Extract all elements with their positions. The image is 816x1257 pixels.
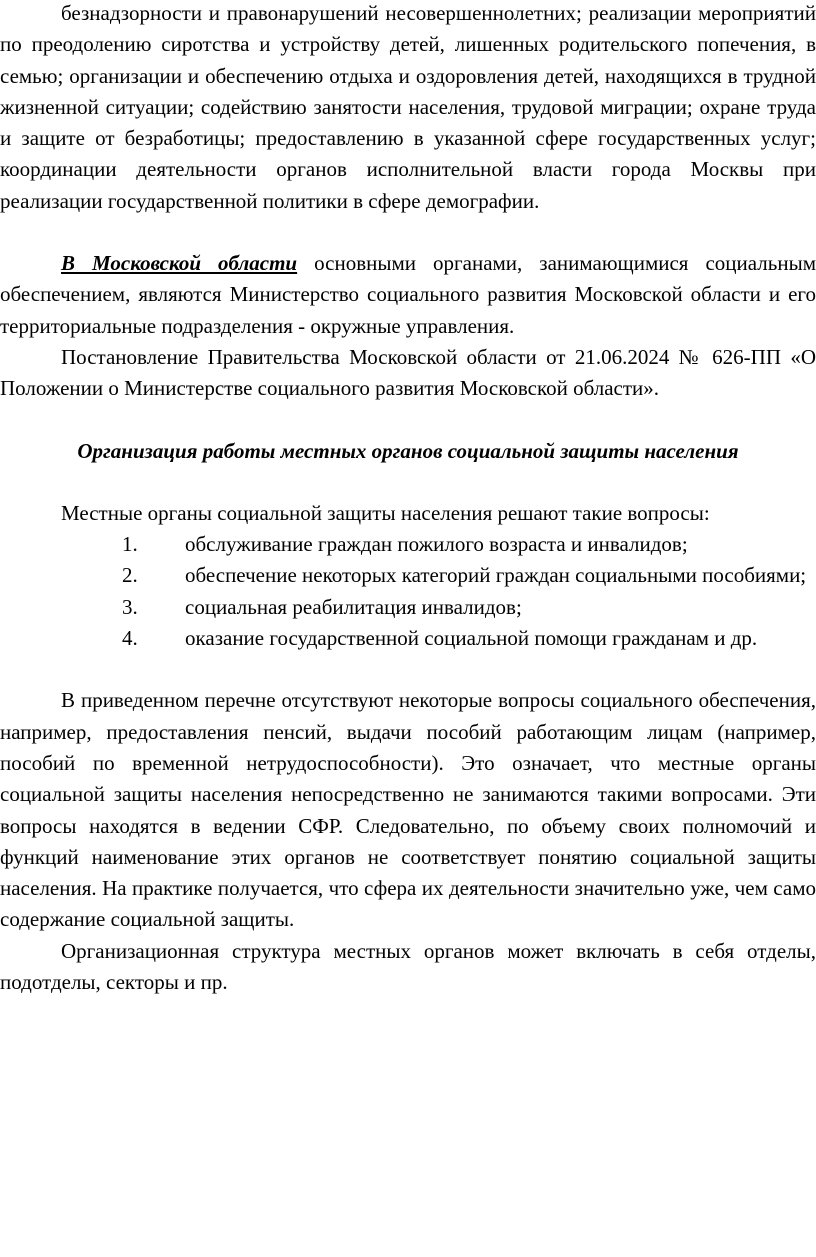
list-intro: Местные органы социальной защиты населения решают такие вопросы: — [61, 500, 710, 525]
paragraph-top: безнадзорности и правонарушений несовершеннолетних; реализации мероприятий по преодолению сиротства и устройству детей, лишенных родительского попечения, в семью; организации и обеспечению отдыха и оздоровления детей, находящихся в трудной жизненной ситуации; содействию занятости населения, трудовой миграции; охране труда и защите от безработицы; предоставлению в указанной сфере государственных услуг; координации деятельности органов исполнительной власти города Москвы при реализации государственной политики в сфере демографии. — [0, 1, 816, 213]
list-item-number: 4. — [122, 626, 138, 651]
list-item-number: 2. — [122, 563, 138, 588]
paragraph-decree: Постановление Правительства Московской области от 21.06.2024 № 626-ПП «О Положении о Министерстве социального развития Московской области». — [0, 344, 816, 401]
list-item-text: оказание государственной социальной помощи гражданам и др. — [185, 626, 758, 651]
list-item-text: обслуживание граждан пожилого возраста и инвалидов; — [185, 532, 688, 557]
spacer — [0, 467, 816, 498]
region-name: В Московской области — [61, 251, 298, 276]
spacer — [0, 217, 816, 248]
list-item-number: 1. — [122, 532, 138, 557]
paragraph-moscow-oblast — [0, 248, 816, 342]
spacer — [0, 405, 816, 436]
list-item-text: обеспечение некоторых категорий граждан социальными пособиями; — [185, 563, 807, 588]
issues-list — [0, 529, 816, 654]
section-heading: Организация работы местных органов социальной защиты населения — [77, 438, 739, 463]
list-item — [0, 529, 816, 560]
list-item-number: 3. — [122, 594, 138, 619]
list-item-text: социальная реабилитация инвалидов; — [185, 594, 522, 619]
spacer — [0, 654, 816, 685]
list-item — [0, 623, 816, 654]
list-item — [0, 560, 816, 591]
paragraph-moscow-oblast-text: основными органами, занимающимися социальным обеспечением, являются Министерство социального развития Московской области и его территориальные подразделения - окружные управления. — [0, 251, 816, 338]
paragraph-structure: Организационная структура местных органов может включать в себя отделы, подотделы, секторы и пр. — [0, 938, 816, 995]
paragraph-absent-issues: В приведенном перечне отсутствуют некоторые вопросы социального обеспечения, например, предоставления пенсий, выдачи пособий работающим лицам (например, пособий по временной нетрудоспособности). Это означает, что местные органы социальной защиты населения непосредственно не занимаются такими вопросами. Эти вопросы находятся в ведении СФР. Следовательно, по объему своих полномочий и функций наименование этих органов не соответствует понятию социальной защиты населения. На практике получается, что сфера их деятельности значительно уже, чем само содержание социальной защиты. — [0, 688, 816, 932]
list-item — [0, 592, 816, 623]
